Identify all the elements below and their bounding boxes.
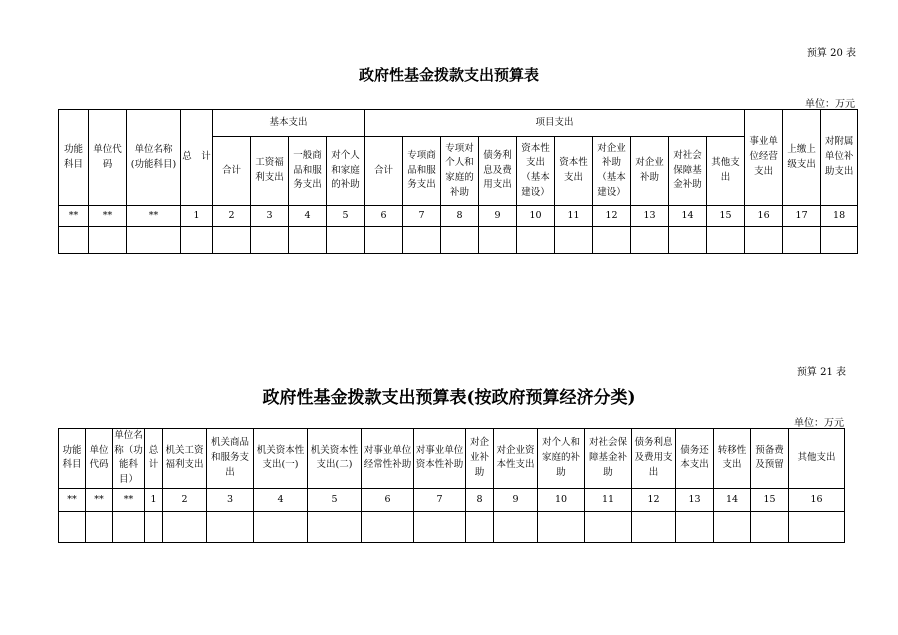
table-cell: 13 (676, 488, 714, 511)
header-row (59, 429, 845, 489)
table-cell: 机关资本性支出(二) (308, 429, 362, 489)
header-cell: 资本性支出（基本建设） (517, 137, 555, 206)
header-cell: 债务利息及费用支出 (479, 137, 517, 206)
empty-cell (86, 511, 113, 542)
header-cell: 一般商品和服务支出 (289, 137, 327, 206)
table-title: 政府性基金拨款支出预算表 (358, 66, 539, 84)
header-cell: 对社会保障基金补助 (669, 137, 707, 206)
empty-cell (89, 227, 127, 254)
empty-cell (538, 511, 585, 542)
budget-table-20 (58, 109, 858, 254)
empty-cell (113, 511, 145, 542)
header-biz: 事业单位经营支出 (745, 110, 783, 206)
table-cell: 8 (441, 206, 479, 227)
table-cell: 单位代码 (86, 429, 113, 489)
unit-label: 单位：万元 (805, 99, 855, 110)
table-cell: 其他支出 (789, 429, 845, 489)
table-cell: 9 (494, 488, 538, 511)
number-row (59, 206, 858, 227)
empty-cell (441, 227, 479, 254)
table-cell: 债务还本支出 (676, 429, 714, 489)
empty-cell (403, 227, 441, 254)
table-cell: 11 (555, 206, 593, 227)
table-cell: 对个人和家庭的补助 (538, 429, 585, 489)
empty-cell (745, 227, 783, 254)
empty-cell (181, 227, 213, 254)
table-cell: 10 (517, 206, 555, 227)
empty-cell (414, 511, 466, 542)
table-cell: 14 (714, 488, 751, 511)
table-cell: ** (113, 488, 145, 511)
empty-cell (821, 227, 858, 254)
header-cell: 工资福利支出 (251, 137, 289, 206)
header-code: 单位代码 (89, 110, 127, 206)
empty-cell (789, 511, 845, 542)
table-cell: 1 (181, 206, 213, 227)
table-cell: ** (89, 206, 127, 227)
empty-cell (289, 227, 327, 254)
header-project: 项目支出 (365, 110, 745, 137)
table-cell: 10 (538, 488, 585, 511)
table-cell: 功能科目 (59, 429, 86, 489)
empty-cell (707, 227, 745, 254)
table-number: 预算 20 表 (806, 48, 856, 59)
table-cell: 8 (466, 488, 494, 511)
table-cell: 6 (365, 206, 403, 227)
empty-cell (631, 227, 669, 254)
data-row (59, 227, 858, 254)
table-cell: 1 (145, 488, 163, 511)
table-cell: 3 (251, 206, 289, 227)
empty-cell (145, 511, 163, 542)
table-cell: 机关资本性支出(一) (254, 429, 308, 489)
empty-cell (783, 227, 821, 254)
empty-cell (251, 227, 289, 254)
table-cell: 2 (163, 488, 207, 511)
number-row (59, 488, 845, 511)
header-upper: 上缴上级支出 (783, 110, 821, 206)
empty-cell (632, 511, 676, 542)
table-cell: 11 (585, 488, 632, 511)
table-cell: 17 (783, 206, 821, 227)
table-cell: ** (59, 206, 89, 227)
table-cell: 7 (403, 206, 441, 227)
header-func: 功能科目 (59, 110, 89, 206)
empty-cell (517, 227, 555, 254)
table-number: 预算 21 表 (796, 367, 846, 378)
empty-cell (327, 227, 365, 254)
table-cell: 单位名称（功能科目） (113, 429, 145, 489)
table-cell: 15 (707, 206, 745, 227)
table-cell: 18 (821, 206, 858, 227)
table-title: 政府性基金拨款支出预算表(按政府预算经济分类) (262, 388, 636, 408)
header-cell: 专项商品和服务支出 (403, 137, 441, 206)
empty-cell (207, 511, 254, 542)
table-cell: 16 (745, 206, 783, 227)
empty-cell (593, 227, 631, 254)
table-cell: 14 (669, 206, 707, 227)
empty-cell (494, 511, 538, 542)
table-cell: 总计 (145, 429, 163, 489)
table-cell: 4 (254, 488, 308, 511)
table-cell: 9 (479, 206, 517, 227)
empty-cell (163, 511, 207, 542)
empty-cell (59, 227, 89, 254)
table-cell: 13 (631, 206, 669, 227)
empty-cell (362, 511, 414, 542)
table-cell: 12 (632, 488, 676, 511)
empty-cell (676, 511, 714, 542)
table-cell: 机关商品和服务支出 (207, 429, 254, 489)
empty-cell (213, 227, 251, 254)
empty-cell (751, 511, 789, 542)
table-cell: 对事业单位经常性补助 (362, 429, 414, 489)
header-total: 总 计 (181, 110, 213, 206)
table-cell: 2 (213, 206, 251, 227)
table-cell: 预备费及预留 (751, 429, 789, 489)
data-row (59, 511, 845, 542)
table-cell: 4 (289, 206, 327, 227)
empty-cell (669, 227, 707, 254)
table-cell: 对企业资本性支出 (494, 429, 538, 489)
table-cell: 债务利息及费用支出 (632, 429, 676, 489)
table-cell: 对社会保障基金补助 (585, 429, 632, 489)
table-cell: 5 (308, 488, 362, 511)
table-cell: 16 (789, 488, 845, 511)
empty-cell (555, 227, 593, 254)
header-cell: 对企业补助（基本建设） (593, 137, 631, 206)
empty-cell (466, 511, 494, 542)
table-cell: 对企业补助 (466, 429, 494, 489)
header-cell: 对企业补助 (631, 137, 669, 206)
empty-cell (365, 227, 403, 254)
header-sub: 对附属单位补助支出 (821, 110, 858, 206)
table-cell: 7 (414, 488, 466, 511)
table-cell: ** (127, 206, 181, 227)
header-cell: 资本性支出 (555, 137, 593, 206)
budget-table-21 (58, 428, 845, 543)
header-name: 单位名称(功能科目) (127, 110, 181, 206)
header-cell: 合计 (213, 137, 251, 206)
table-cell: 对事业单位资本性补助 (414, 429, 466, 489)
table-cell: ** (59, 488, 86, 511)
table-cell: 机关工资福利支出 (163, 429, 207, 489)
table-cell: ** (86, 488, 113, 511)
empty-cell (308, 511, 362, 542)
header-cell: 对个人和家庭的补助 (327, 137, 365, 206)
empty-cell (254, 511, 308, 542)
table-cell: 6 (362, 488, 414, 511)
table-cell: 12 (593, 206, 631, 227)
unit-label: 单位：万元 (794, 418, 844, 429)
header-cell: 其他支出 (707, 137, 745, 206)
empty-cell (479, 227, 517, 254)
empty-cell (127, 227, 181, 254)
empty-cell (585, 511, 632, 542)
table-cell: 5 (327, 206, 365, 227)
empty-cell (714, 511, 751, 542)
header-cell: 专项对个人和家庭的补助 (441, 137, 479, 206)
header-cell: 合计 (365, 137, 403, 206)
table-cell: 3 (207, 488, 254, 511)
table-cell: 转移性支出 (714, 429, 751, 489)
empty-cell (59, 511, 86, 542)
header-basic: 基本支出 (213, 110, 365, 137)
table-cell: 15 (751, 488, 789, 511)
